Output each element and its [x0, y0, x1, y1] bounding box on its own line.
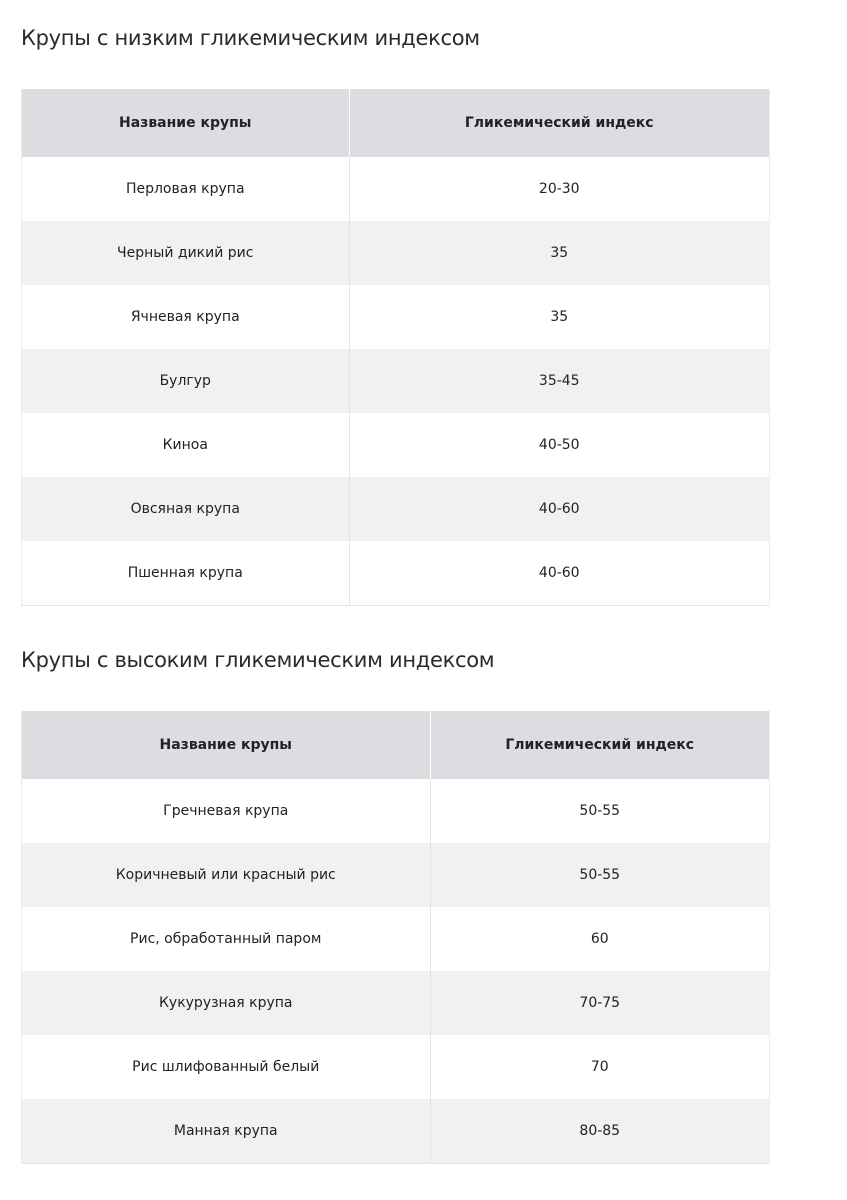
table-header-row	[22, 89, 769, 157]
low-gi-table-container	[21, 89, 770, 606]
cell-grain-name: Гречневая крупа	[22, 779, 430, 843]
cell-grain-name: Перловая крупа	[22, 157, 349, 221]
cell-grain-name: Овсяная крупа	[22, 477, 349, 541]
table-row	[22, 477, 769, 541]
table-row	[22, 779, 769, 843]
high-gi-section-title: Крупы с высоким гликемическим индексом	[21, 648, 495, 672]
cell-gi-value: 35	[550, 309, 569, 325]
cell-grain-name: Булгур	[22, 349, 349, 413]
column-header-gi: Гликемический индекс	[505, 737, 695, 753]
table-row	[22, 971, 769, 1035]
cell-grain-name: Коричневый или красный рис	[22, 843, 430, 907]
cell-gi-value: 70-75	[579, 995, 621, 1011]
low-gi-section-title: Крупы с низким гликемическим индексом	[21, 26, 480, 50]
cell-gi-value: 20-30	[538, 181, 580, 197]
cell-gi-value: 80-85	[579, 1123, 621, 1139]
high-gi-table-container	[21, 711, 770, 1164]
cell-grain-name: Пшенная крупа	[22, 541, 349, 605]
cell-grain-name: Кукурузная крупа	[22, 971, 430, 1035]
cell-grain-name: Манная крупа	[22, 1099, 430, 1163]
table-row	[22, 541, 769, 605]
table-row	[22, 349, 769, 413]
column-header-gi: Гликемический индекс	[464, 115, 654, 131]
cell-gi-value: 35-45	[538, 373, 580, 389]
table-row	[22, 843, 769, 907]
cell-grain-name: Черный дикий рис	[22, 221, 349, 285]
table-row	[22, 413, 769, 477]
table-header-row	[22, 711, 769, 779]
table-row	[22, 1035, 769, 1099]
cell-grain-name: Рис, обработанный паром	[22, 907, 430, 971]
cell-gi-value: 40-50	[538, 437, 580, 453]
cell-grain-name: Ячневая крупа	[22, 285, 349, 349]
cell-grain-name: Рис шлифованный белый	[22, 1035, 430, 1099]
table-row	[22, 221, 769, 285]
table-row	[22, 907, 769, 971]
cell-gi-value: 50-55	[579, 867, 621, 883]
column-header-name: Название крупы	[22, 711, 430, 779]
column-header-name: Название крупы	[22, 89, 349, 157]
cell-gi-value: 60	[590, 931, 609, 947]
cell-gi-value: 50-55	[579, 803, 621, 819]
cell-grain-name: Киноа	[22, 413, 349, 477]
table-row	[22, 157, 769, 221]
cell-gi-value: 70	[590, 1059, 609, 1075]
cell-gi-value: 40-60	[538, 501, 580, 517]
high-gi-table	[22, 711, 769, 1163]
table-row	[22, 1099, 769, 1163]
cell-gi-value: 35	[550, 245, 569, 261]
cell-gi-value: 40-60	[538, 565, 580, 581]
table-row	[22, 285, 769, 349]
low-gi-table	[22, 89, 769, 605]
